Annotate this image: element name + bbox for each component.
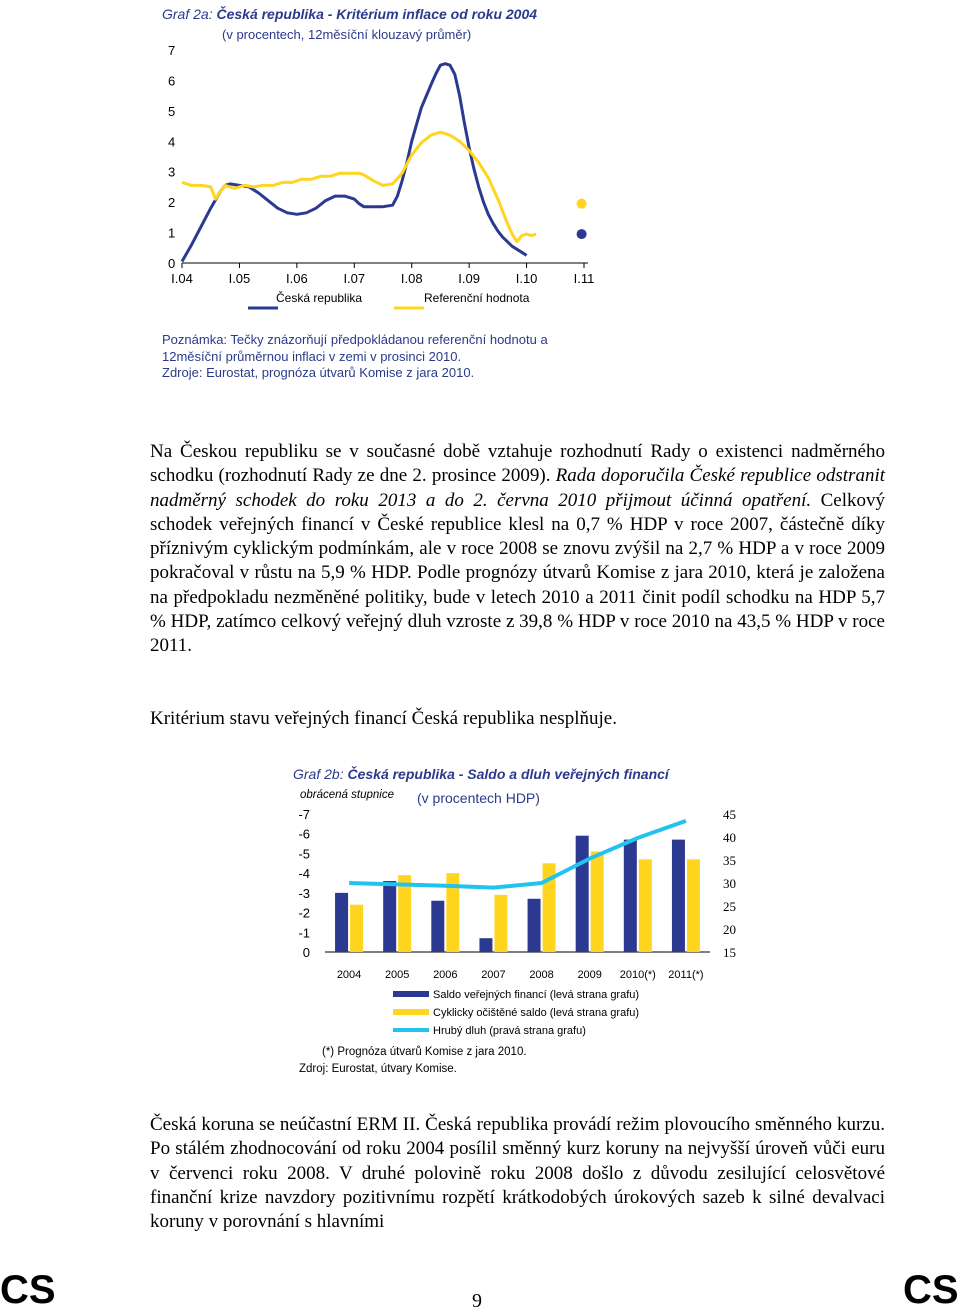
footer-language-right: CS xyxy=(903,1268,959,1312)
legend-swatch-balance xyxy=(393,991,429,997)
paragraph-edp xyxy=(150,440,885,659)
x-tick-label: 2011(*) xyxy=(668,969,704,981)
bar-cyclically-adjusted xyxy=(591,851,604,952)
legend-label-balance: Saldo veřejných financí (levá strana grafu) xyxy=(433,989,640,1001)
bar-balance xyxy=(672,840,685,952)
x-tick-label: I.05 xyxy=(228,271,251,286)
bar-balance xyxy=(431,901,444,952)
x-tick-label: I.10 xyxy=(515,271,538,286)
paragraph-exchange-rate: Česká koruna se neúčastní ERM II. Česká republika provádí režim plovoucího směnného kurzu. Po stálém zhodnocování od roku 2004 posílil směnný kurz koruny na nejvyšší úroveň vůči euru v červenci roku 2008. V druhé polovině roku 2008 došlo z důvodu zesilující celosvětové finanční krize navzdory pozitivnímu rozpětí krátkodobých úrokových sazeb k silné devalvaci koruny v porovnání s hlavními xyxy=(150,1114,885,1233)
right-y-tick-label: 20 xyxy=(723,922,736,937)
y-tick-label: 3 xyxy=(168,164,176,180)
chart2-forecast-note: (*) Prognóza útvarů Komise z jara 2010. xyxy=(322,1046,527,1058)
chart1-note-2: 12měsíční průměrnou inflaci v zemi v prosinci 2010. xyxy=(162,349,462,364)
bar-balance xyxy=(624,840,637,952)
x-tick-label: 2010(*) xyxy=(619,969,656,981)
x-tick-label: 2007 xyxy=(481,969,506,981)
legend-swatch-cyclically-adjusted xyxy=(393,1009,429,1015)
reference-value-dot xyxy=(577,199,587,209)
y-tick-label: 2 xyxy=(168,195,176,211)
x-tick-label: 2006 xyxy=(433,969,458,981)
legend-label-gross-debt: Hrubý dluh (pravá strana grafu) xyxy=(433,1025,586,1037)
chart1-note-1: Poznámka: Tečky znázorňují předpokládanou referenční hodnotu a xyxy=(162,332,548,347)
y-tick-label: 6 xyxy=(168,73,176,89)
chart2-title-main: Česká republika - Saldo a dluh veřejných financí xyxy=(347,766,669,782)
right-y-tick-label: 15 xyxy=(723,945,736,960)
x-tick-label: 2005 xyxy=(384,969,410,981)
paragraph-edp-text-c: Celkový schodek veřejných financí v České republice klesl na 0,7 % HDP v roce 2007, částečně díky příznivým cyklickým podmínkám, ale v roce 2008 se znovu zvýšil na 2,7 % HDP a v roce 2009 pokračoval v růstu na 5,9 % HDP. Podle prognózy útvarů Komise z jara 2010, která je založena na předpokladu nezměněné politiky, bude v letech 2010 a 2011 činit podíl schodku na HDP 5,7 % HDP, zatímco celkový veřejný dluh vzroste z 39,8 % HDP v roce 2010 na 43,5 % HDP v roce 2011. xyxy=(150,489,885,657)
x-tick-label: I.11 xyxy=(573,271,595,286)
chart1-title-prefix: Graf 2a: xyxy=(162,6,217,22)
x-tick-label: 2009 xyxy=(577,969,602,981)
czech-republic-dot xyxy=(577,229,587,239)
x-tick-label: I.06 xyxy=(286,271,308,286)
chart1-title-main: Česká republika - Kritérium inflace od roku 2004 xyxy=(216,6,538,22)
series-line-czech-republic xyxy=(182,64,527,262)
left-y-tick-label: -5 xyxy=(298,846,310,862)
bar-cyclically-adjusted xyxy=(687,859,700,952)
right-y-tick-label: 45 xyxy=(723,807,736,822)
right-y-tick-label: 40 xyxy=(723,830,736,845)
x-tick-label: I.09 xyxy=(458,271,480,286)
chart2-inverted-scale-label: obrácená stupnice xyxy=(300,789,394,801)
bar-cyclically-adjusted xyxy=(350,905,363,952)
y-tick-label: 5 xyxy=(168,103,176,119)
y-tick-label: 7 xyxy=(168,43,176,58)
bar-balance xyxy=(528,899,541,952)
paragraph-edp-recommendation: Rada doporučila České republice odstranit nadměrný schodek do roku 2013 a do 2. června 2010 přijmout účinná opatření. xyxy=(150,465,885,511)
bar-cyclically-adjusted xyxy=(494,895,507,952)
bar-balance xyxy=(479,938,492,952)
bar-balance xyxy=(383,881,396,952)
left-y-tick-label: -7 xyxy=(298,807,310,822)
page-number: 9 xyxy=(472,1290,482,1312)
y-tick-label: 1 xyxy=(168,225,176,241)
legend-label-czech-republic: Česká republika xyxy=(276,291,363,305)
x-tick-label: I.07 xyxy=(343,271,366,286)
left-y-tick-label: -2 xyxy=(298,905,310,921)
left-y-tick-label: -6 xyxy=(298,826,310,842)
x-tick-label: 2008 xyxy=(529,969,554,981)
chart1-subtitle: (v procentech, 12měsíční klouzavý průměr) xyxy=(222,27,472,42)
series-line-reference-value xyxy=(182,132,536,242)
chart2-title xyxy=(293,766,669,782)
left-y-tick-label: -4 xyxy=(298,866,310,882)
chart2-source: Zdroj: Eurostat, útvary Komise. xyxy=(299,1063,457,1075)
left-y-tick-label: -3 xyxy=(298,885,310,901)
chart2-title-prefix: Graf 2b: xyxy=(293,766,348,782)
bar-cyclically-adjusted xyxy=(639,859,652,952)
paragraph-edp-text-a: Na Českou republiku se v současné době vztahuje rozhodnutí Rady o existenci nadměrného schodku (rozhodnutí Rady ze dne 2. prosince 2009). xyxy=(150,441,885,487)
chart1-title xyxy=(162,6,537,22)
chart2-unit-label: (v procentech HDP) xyxy=(417,790,540,806)
x-tick-label: 2004 xyxy=(336,969,362,981)
chart1-source: Zdroje: Eurostat, prognóza útvarů Komise z jara 2010. xyxy=(162,365,475,380)
right-y-tick-label: 30 xyxy=(723,876,736,891)
left-y-tick-label: 0 xyxy=(302,945,310,960)
x-tick-label: I.08 xyxy=(400,271,423,286)
y-tick-label: 4 xyxy=(168,134,176,150)
paragraph-criterion: Kritérium stavu veřejných financí Česká republika nesplňuje. xyxy=(150,708,617,729)
x-tick-label: I.04 xyxy=(171,271,193,286)
y-tick-label: 0 xyxy=(168,256,176,271)
legend-label-cyclically-adjusted: Cyklicky očištěné saldo (levá strana grafu) xyxy=(433,1007,640,1019)
legend-label-reference-value: Referenční hodnota xyxy=(424,291,530,305)
fiscal-chart xyxy=(280,800,760,1045)
bar-balance xyxy=(335,893,348,952)
inflation-chart xyxy=(150,40,620,330)
left-y-tick-label: -1 xyxy=(298,925,310,941)
right-y-tick-label: 25 xyxy=(723,899,736,914)
bar-balance xyxy=(576,836,589,952)
right-y-tick-label: 35 xyxy=(723,853,736,868)
footer-language-left: CS xyxy=(0,1268,56,1312)
